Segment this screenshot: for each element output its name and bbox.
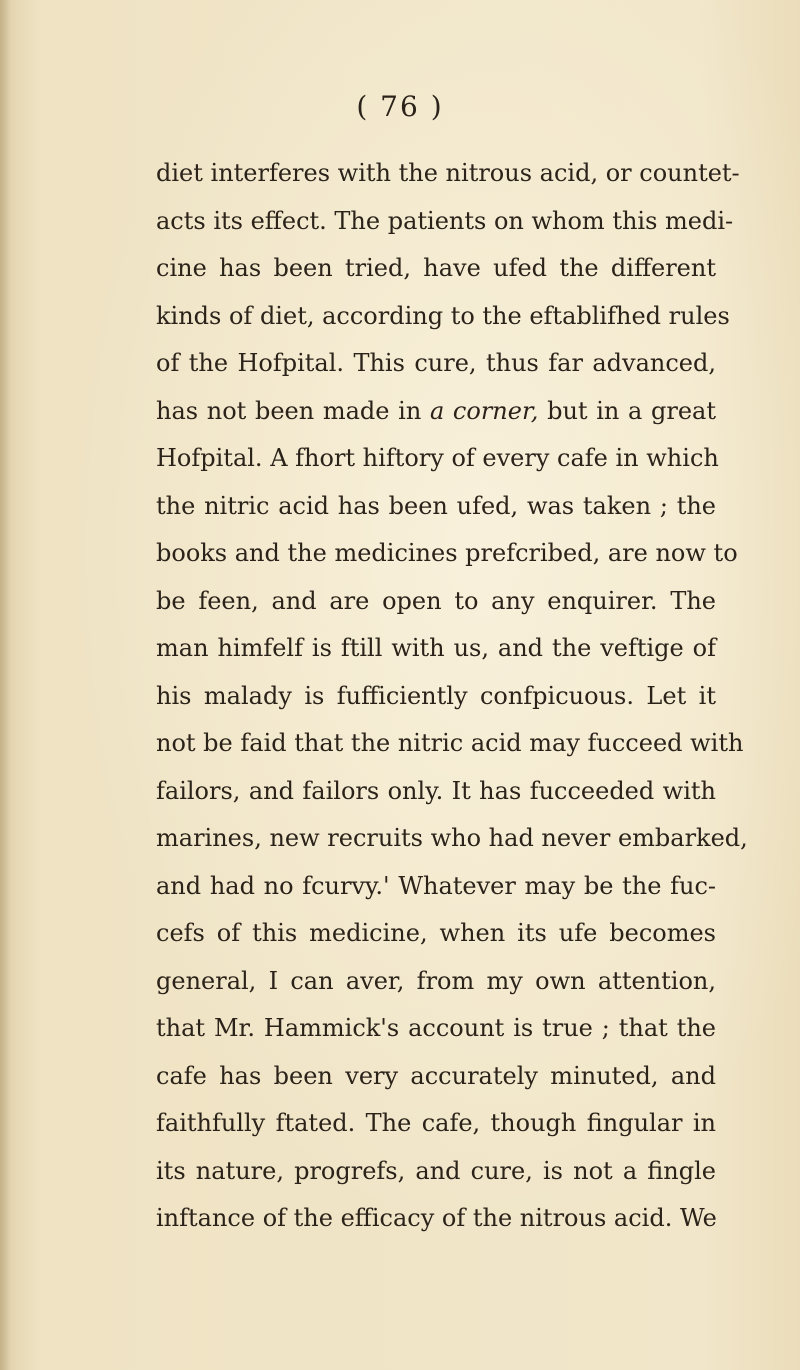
text-line-9: books and the medicines prefcribed, are now to [156,539,738,567]
text-line-6-end: but in a great [547,396,716,425]
text-line-19: that Mr. Hammick's account is true ; that the [156,1014,716,1042]
text-line-23: inftance of the efficacy of the nitrous acid. We [156,1204,717,1232]
text-line-7: Hofpital. A fhort hiftory of every cafe in which [156,444,719,472]
text-line-12: his malady is fufficiently confpicuous. Let it [156,681,716,710]
italic-phrase: a corner, [429,396,539,425]
text-line-15: marines, new recruits who had never embarked, [156,824,748,852]
text-line-8: the nitric acid has been ufed, was taken ; the [156,491,716,520]
text-line-18: general, I can aver, from my own attention, [156,966,716,995]
text-line-14: failors, and failors only. It has fucceeded with [156,776,716,805]
text-line-2: acts its effect. The patients on whom this medi- [156,206,734,235]
text-line-11: man himfelf is ftill with us, and the veftige of [156,634,716,662]
page-number: ( 76 ) [356,90,444,123]
text-line-4: kinds of diet, according to the eftablifhed rules [156,301,730,330]
text-line-5: of the Hofpital. This cure, thus far advanced, [156,349,716,377]
text-line-1: diet interferes with the nitrous acid, or countet- [156,159,740,187]
text-line-16: and had no fcurvy.' Whatever may be the fuc- [156,871,716,900]
text-line-10: be feen, and are open to any enquirer. The [156,586,716,615]
text-line-22: its nature, progrefs, and cure, is not a fingle [156,1156,716,1185]
text-line-13: not be faid that the nitric acid may fucceed with [156,729,744,757]
binding-edge [0,0,10,1370]
body-text [156,150,748,1243]
text-line-6 [156,388,716,436]
text-line-20: cafe has been very accurately minuted, and [156,1061,716,1090]
text-line-3: cine has been tried, have ufed the different [156,254,716,282]
text-line-17: cefs of this medicine, when its ufe becomes [156,919,716,947]
text-line-6-start: has not been made in [156,396,422,425]
text-line-21: faithfully ftated. The cafe, though fingular in [156,1109,716,1137]
